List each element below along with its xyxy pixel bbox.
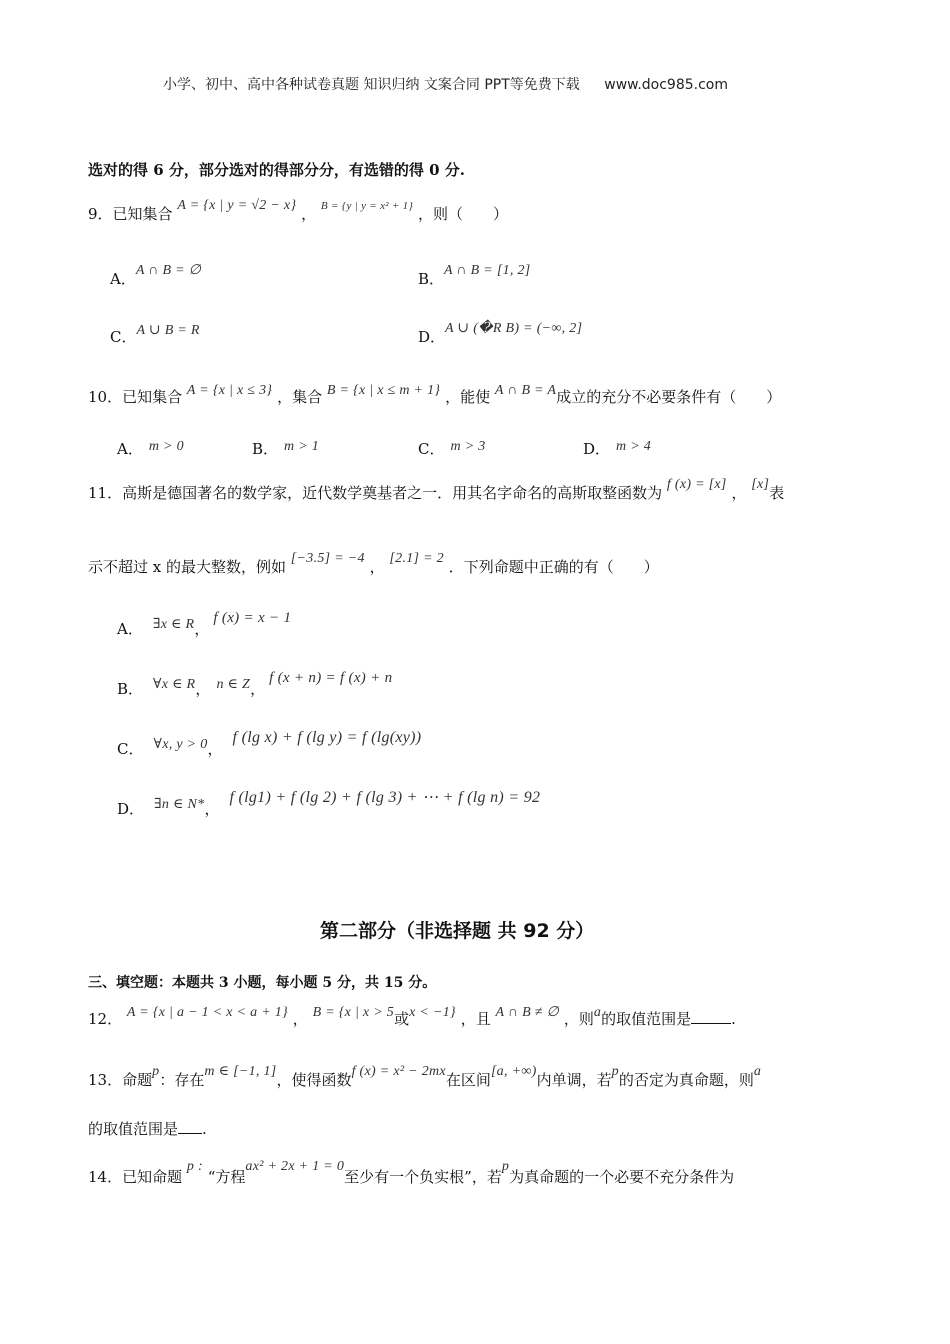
option-label: C． [110,328,137,346]
q12-set-b: B = {x | x > 5 [312,1005,395,1020]
q10-option-d [583,434,652,458]
q13-a: a [753,1064,762,1079]
q12-end: . [731,1010,736,1028]
q11-comma-2: ， [369,558,385,576]
q11-option-a [117,606,292,638]
q10-cond: A ∩ B = A [494,383,557,398]
q11-option-b [117,666,393,698]
option-math: A ∩ B = ∅ [135,263,202,278]
q9-comma: ， [301,205,317,223]
q12-var: a [593,1005,602,1020]
option-label: D． [117,800,145,818]
header-text: 小学、初中、高中各种试卷真题 知识归纳 文案合同 PPT等免费下载 [163,77,580,93]
q13-s2: ：存在 [159,1071,205,1089]
option-math: m > 0 [148,439,184,454]
option-label: D． [418,328,446,346]
q13-s6: 的否定为真命题，则 [618,1071,754,1089]
option-math: m > 1 [284,439,320,454]
q9-set-b: B = {y | y = x² + 1} [320,200,414,212]
q14-p: p : [186,1159,203,1174]
q13-s3: ，使得函数 [276,1071,352,1089]
q9-option-d [418,316,583,346]
option-sep-2: ， [250,680,266,698]
q14-s3: 至少有一个负实根”，若 [344,1168,502,1186]
q11-line2-end: ．下列命题中正确的有（ ） [448,558,659,576]
q10-stem-c: ，能使 [445,388,491,406]
option-label: C． [117,740,144,758]
q11-example-2: [2.1] = 2 [389,551,444,566]
option-math: f (x) = x − 1 [213,610,292,626]
q12-cond: A ∩ B ≠ ∅ [495,1005,560,1020]
question-14 [88,1159,735,1187]
q10-set-b: B = {x | x ≤ m + 1} [326,383,441,398]
q14-eq: ax² + 2x + 1 = 0 [245,1159,345,1174]
header-url: www.doc985.com [604,77,728,93]
q9-stem-b: ，则（ ） [417,205,508,223]
option-label: A． [117,440,143,458]
q14-s2: “方程 [207,1168,246,1186]
q13-p: p [152,1064,160,1079]
q12-comma: ， [292,1010,308,1028]
section-2-title: 第二部分（非选择题 共 92 分） [320,920,595,942]
q10-stem-b: ，集合 [277,388,323,406]
q10-stem-d: 成立的充分不必要条件有（ ） [556,388,782,406]
q9-option-b [418,258,531,288]
question-13-line-2 [88,1118,207,1139]
option-math: f (lg x) + f (lg y) = f (lg(xy)) [232,729,422,746]
option-math: A ∩ B = [1, 2] [444,263,531,278]
part-3-heading: 三、填空题：本题共 3 小题，每小题 5 分，共 15 分。 [88,975,437,991]
option-label: B． [252,440,279,458]
q13-s4: 在区间 [445,1071,491,1089]
q10-stem-a: 10．已知集合 [88,388,183,406]
option-label: C． [418,440,445,458]
q11-option-c [117,726,422,758]
q12-num: 12． [88,1010,123,1028]
q13-s1: 13．命题 [88,1071,153,1089]
answer-blank [178,1133,202,1134]
option-math: m > 3 [450,439,486,454]
option-label: A． [117,620,143,638]
option-sep: ， [194,620,210,638]
question-9-stem [88,198,508,224]
q13-end: . [202,1120,207,1138]
question-10-stem [88,383,782,407]
option-quantifier: ∀x ∈ R [153,677,196,692]
q11-func: f (x) = [x] [666,477,727,492]
q9-stem-a: 9．已知集合 [88,205,173,223]
q13-interval: [a, +∞) [490,1064,537,1079]
option-quantifier: ∃x ∈ R [152,617,195,632]
option-quantifier: ∀x, y > 0 [153,737,208,752]
option-math: f (x + n) = f (x) + n [269,670,393,686]
q11-biao: 表 [769,484,785,502]
q9-option-a [110,258,202,288]
q11-line2: 示不超过 x 的最大整数，例如 [88,558,286,576]
q13-func: f (x) = x² − 2mx [351,1064,446,1079]
q10-set-a: A = {x | x ≤ 3} [186,383,273,398]
q12-or: 或 [394,1010,410,1028]
option-label: B． [117,680,144,698]
q14-s4: 为真命题的一个必要不充分条件为 [509,1168,735,1186]
option-math: f (lg1) + f (lg 2) + f (lg 3) + ⋯ + f (lg n) = 92 [229,789,541,806]
option-quantifier-2: n ∈ Z [216,677,251,692]
question-12 [88,1005,736,1029]
q10-option-b [252,434,320,458]
q11-line1: 11．高斯是德国著名的数学家，近代数学奠基者之一．用其名字命名的高斯取整函数为 [88,484,663,502]
q9-set-a: A = {x | y = √2 − x} [177,198,297,213]
option-label: D． [583,440,611,458]
q10-option-a [117,434,184,458]
q13-m-range: m ∈ [−1, 1] [204,1064,277,1079]
q14-p2: p [501,1159,510,1174]
q14-s1: 14．已知命题 [88,1168,183,1186]
q9-option-c [110,318,200,346]
q12-and: ，且 [460,1010,491,1028]
q11-bracket: [x] [751,477,770,492]
q12-set-a: A = {x | a − 1 < x < a + 1} [126,1005,288,1020]
question-13-line-1 [88,1064,762,1090]
q11-comma: ， [731,484,747,502]
option-sep: ， [207,740,223,758]
answer-blank [691,1023,731,1024]
option-sep: ， [195,680,211,698]
intro-line: 选对的得 6 分，部分选对的得部分分，有选错的得 0 分. [88,161,465,179]
page-header [163,74,728,94]
q13-s5: 内单调，若 [536,1071,612,1089]
option-quantifier: ∃n ∈ N* [154,797,205,812]
q11-option-d [117,786,541,818]
question-11-line-1 [88,477,785,503]
option-math: m > 4 [616,439,652,454]
q12-set-b2: x < −1} [409,1005,456,1020]
option-label: A． [110,270,136,288]
option-label: B． [418,270,445,288]
option-sep: ， [204,800,220,818]
q13-line2: 的取值范围是 [88,1120,179,1138]
q13-p2: p [611,1064,619,1079]
option-math: A ∪ B = R [136,323,200,338]
q12-tail-a: ，则 [563,1010,594,1028]
q10-option-c [418,434,486,458]
question-11-line-2 [88,551,659,577]
q11-example-1: [−3.5] = −4 [290,551,365,566]
q12-tail-b: 的取值范围是 [601,1010,692,1028]
option-math: A ∪ (�R B) = (−∞, 2] [445,321,583,336]
